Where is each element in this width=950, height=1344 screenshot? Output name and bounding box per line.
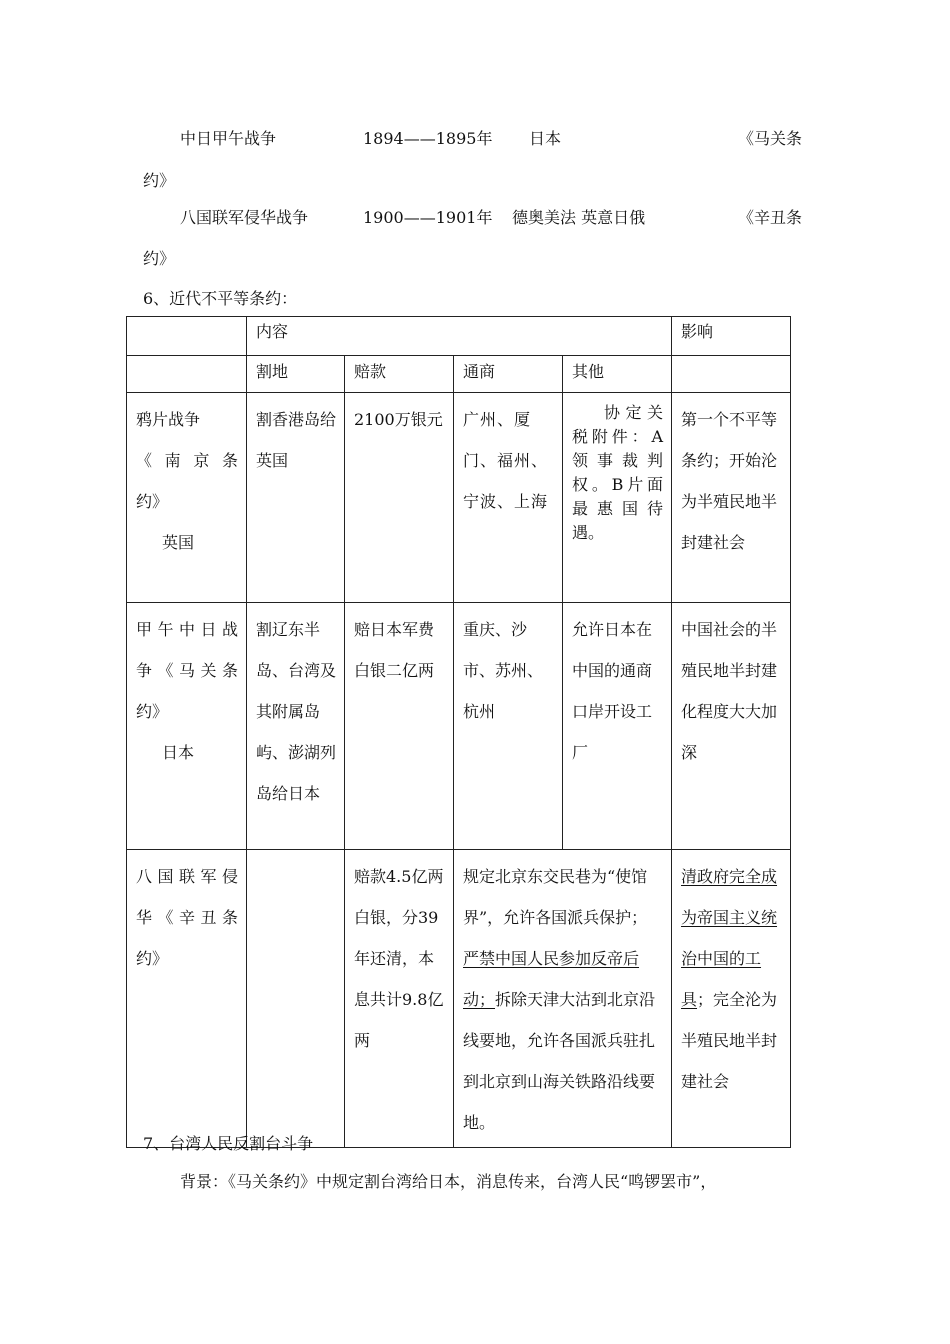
other-text: 规定北京东交民巷为“使馆界”，允许各国派兵保护； (463, 867, 648, 927)
table-header-row (127, 317, 791, 356)
content-header: 内容 (247, 317, 672, 356)
table-subheader-row (127, 356, 791, 393)
war-years-1: 1894——1895年 (363, 129, 493, 148)
subheader-indemnity: 赔款 (345, 356, 454, 393)
war-treaty-2: 《辛丑条 (738, 208, 803, 227)
impact-header: 影响 (672, 317, 791, 356)
event-cell (127, 603, 247, 850)
event-line: 甲午中日战 (136, 620, 238, 639)
war-treaty-1: 《马关条 (738, 129, 803, 148)
event-line: 鸦片战争 (136, 410, 201, 429)
subheader-trade: 通商 (454, 356, 563, 393)
other-text: 拆除天津大沽到北京沿线要地，允许各国派兵驻扎到北京到山海关铁路沿线要地。 (463, 990, 656, 1132)
other-cell (454, 850, 672, 1148)
other-cell (563, 393, 672, 603)
land-cell: 割香港岛给英国 (247, 393, 345, 603)
indemnity-cell: 赔款4.5亿两白银，分39年还清，本息共计9.8亿两 (345, 850, 454, 1148)
treaty-table (126, 316, 791, 1148)
war-treaty-2-tail: 约》 (143, 249, 176, 268)
other-cell: 允许日本在中国的通商口岸开设工厂 (563, 603, 672, 850)
event-cell (127, 850, 247, 1148)
indemnity-cell: 2100万银元 (345, 393, 454, 603)
event-line: 《 南 京 条 (136, 451, 238, 470)
event-country: 英国 (162, 533, 195, 552)
section-7-title: 7、台湾人民反割台斗争 (143, 1134, 314, 1153)
war-treaty-1-tail: 约》 (143, 171, 176, 190)
trade-cell: 重庆、沙市、苏州、杭州 (454, 603, 563, 850)
event-cell (127, 393, 247, 603)
impact-underlined-text: 清政府完全成为帝国主义统治中国的工具 (681, 867, 778, 1009)
event-country: 日本 (162, 743, 195, 762)
subheader-land: 割地 (247, 356, 345, 393)
event-line: 约》 (136, 702, 169, 721)
impact-cell: 中国社会的半殖民地半封建化程度大大加深 (672, 603, 791, 850)
event-line: 约》 (136, 492, 169, 511)
event-line: 华《辛丑条 (136, 908, 238, 927)
trade-cell: 广州、厦门、福州、宁波、上海 (454, 393, 563, 603)
land-cell: 割辽东半岛、台湾及其附属岛屿、澎湖列岛给日本 (247, 603, 345, 850)
impact-cell (672, 850, 791, 1148)
war-name-2: 八国联军侵华战争 (180, 208, 309, 227)
event-line: 争《马关条 (136, 661, 238, 680)
background-paragraph: 背景：《马关条约》中规定割台湾给日本，消息传来，台湾人民“鸣锣罢市”， (180, 1172, 717, 1191)
impact-cell: 第一个不平等条约；开始沦为半殖民地半封建社会 (672, 393, 791, 603)
event-line: 八国联军侵 (136, 867, 238, 886)
table-row (127, 393, 791, 603)
impact-text: ；完全沦为半殖民地半封建社会 (681, 990, 778, 1091)
other-underlined-text: 严禁中国人民参加反帝后动； (463, 949, 640, 1009)
subheader-other: 其他 (563, 356, 672, 393)
table-row (127, 603, 791, 850)
war-country-1: 日本 (529, 129, 562, 148)
land-cell (247, 850, 345, 1148)
other-text: 协定关税附件：A领事裁判权。B片面最惠国待遇。 (572, 403, 664, 542)
table-row (127, 850, 791, 1148)
indemnity-cell: 赔日本军费白银二亿两 (345, 603, 454, 850)
war-country-2: 德奥美法 英意日俄 (512, 208, 646, 227)
event-line: 约》 (136, 949, 169, 968)
war-name-1: 中日甲午战争 (180, 129, 277, 148)
war-years-2: 1900——1901年 (363, 208, 493, 227)
section-6-title: 6、近代不平等条约： (143, 289, 298, 308)
